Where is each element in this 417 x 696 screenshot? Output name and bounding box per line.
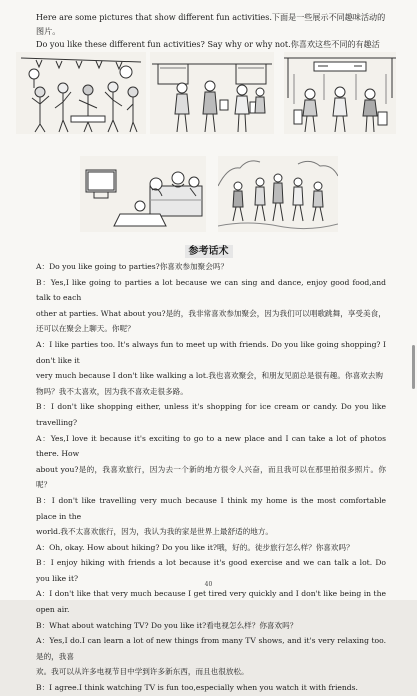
watching-tv-illustration (80, 156, 206, 232)
travelling-illustration (284, 52, 396, 134)
dialogue-line-3: other at parties. What about you?是的，我非常喜欢参加聚会，因为我们可以唱歌跳舞，享受美食， (36, 308, 386, 318)
dialogue-line-9: A：Yes,I love it because it's exciting to go to a new place and I can take a lot of photos there. How (36, 433, 386, 459)
dialogue-line-7: 物吗？我不太喜欢，因为我不喜欢走很多路。 (36, 386, 188, 396)
dialogue-line-5: A：I like parties too. It's always fun to meet up with friends. Do you like going shopping? I don't like it (36, 339, 386, 365)
dialogue-line-19: B：I agree.I think watching TV is fun too,especially when you watch it with friends. (36, 683, 358, 693)
dialogue-line-4: 还可以在聚会上聊天。你呢？ (36, 324, 135, 334)
dialogue-line-13: A：Oh, okay. How about hiking? Do you like it?哦，好的。徒步旅行怎么样？你喜欢吗？ (36, 542, 354, 552)
dialogue-line-1: A：Do you like going to parties?你喜欢参加聚会吗？ (36, 262, 229, 271)
party-illustration (16, 52, 146, 134)
section-title-text: 参考话术 (185, 245, 233, 258)
dialogue-line-16: B：What about watching TV? Do you like it?看电视怎么样？你喜欢吗？ (36, 620, 298, 630)
hiking-illustration (218, 156, 338, 232)
dialogue-line-8: B：I don't like shopping either, unless it's shopping for ice cream or candy. Do you like travelling? (36, 402, 386, 427)
intro-line-2: Do you like these different fun activities? Say why or why not.你喜欢这些不同的有趣活 (36, 39, 380, 49)
intro-line-1: Here are some pictures that show different fun activities.下面是一些展示不同趣味活动的图片。 (36, 12, 386, 36)
dialogue-line-18: 欢。我可以从许多电视节目中学到许多新东西，而且也很放松。 (36, 667, 249, 677)
dialogue-line-12: world.我不太喜欢旅行，因为，我认为我的家是世界上最舒适的地方。 (36, 527, 274, 537)
dialogue-line-11: B：I don't like travelling very much because I think my home is the most comfortable place in the (36, 495, 386, 521)
scrollbar-thumb[interactable] (412, 345, 415, 389)
page-number: 40 (204, 581, 213, 588)
dialogue-line-2: B：Yes,I like going to parties a lot because we can sing and dance, enjoy good food,and talk to each (36, 277, 386, 303)
section-title (0, 242, 417, 257)
dialogue-line-10: about you?是的，我喜欢旅行，因为去一个新的地方很令人兴奋，而且我可以在那里拍很多照片。你呢？ (36, 464, 386, 490)
dialogue-list (36, 259, 386, 696)
dialogue-line-17: A：Yes,I do.I can learn a lot of new things from many TV shows, and it's very relaxing too.是的，我喜 (36, 636, 386, 661)
shopping-illustration (150, 52, 274, 134)
dialogue-line-15: A：I don't like that very much because I get tired very quickly and I don't like being in the open air. (36, 589, 386, 615)
dialogue-line-14: B：I enjoy hiking with friends a lot because it's good exercise and we can talk a lot. Do you like it? (36, 558, 386, 583)
dialogue-line-6: very much because I don't like walking a lot.我也喜欢聚会，和朋友见面总是很有趣。你喜欢去购 (36, 371, 383, 381)
